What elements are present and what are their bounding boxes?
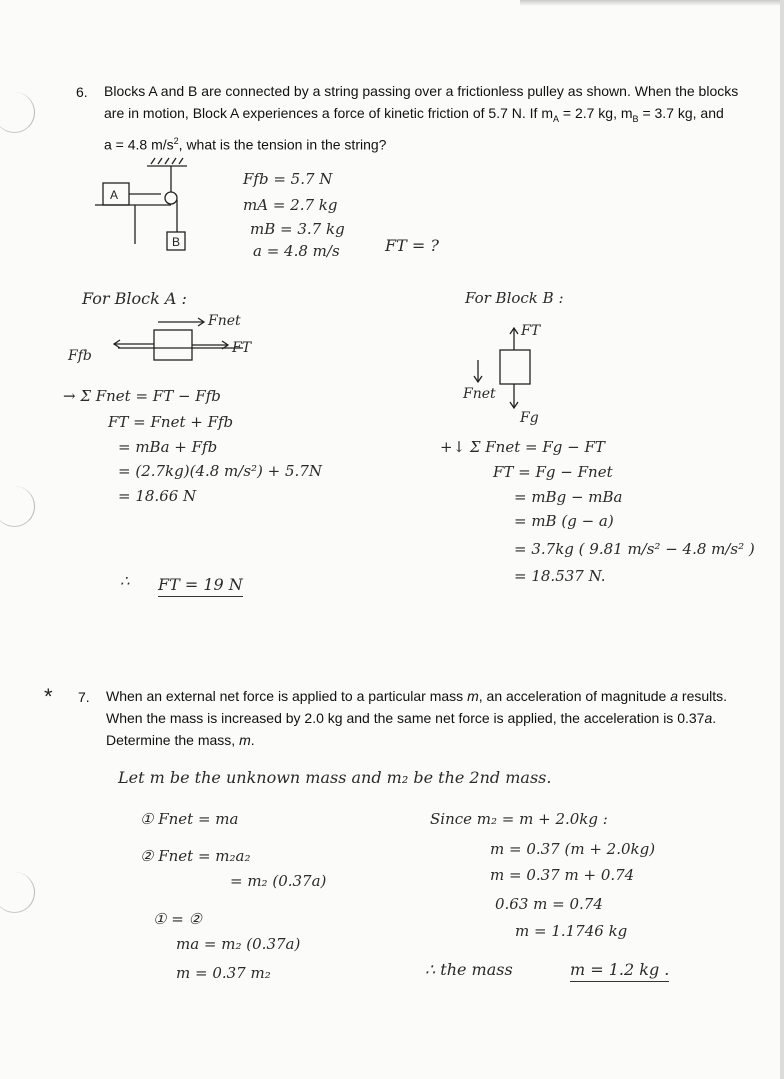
block-b-fbd-box <box>500 350 530 384</box>
block-b-step-2: FT = Fg − Fnet <box>493 463 613 481</box>
block-a-ffb-label: Ffb <box>68 348 92 364</box>
q7-left-step-6: m = 0.37 m₂ <box>176 964 271 982</box>
hole-punch-mark-bottom <box>0 872 35 913</box>
question-7-line-1: When an external net force is applied to a particular mass m, an acceleration of magnitude a results. <box>106 688 728 704</box>
block-b-fg-label: Fg <box>520 410 539 426</box>
given-mass-b: mB = 3.7 kg <box>250 220 345 238</box>
block-a-fnet-label: Fnet <box>208 313 241 329</box>
question-7-number: 7. <box>78 689 90 705</box>
given-acceleration: a = 4.8 m/s <box>253 242 340 260</box>
q7-left-step-1: ① Fnet = ma <box>140 810 239 828</box>
block-a-label: A <box>110 188 119 202</box>
block-b-label: B <box>172 235 181 249</box>
q7-left-step-3: = m₂ (0.37a) <box>230 872 327 890</box>
question-7-text <box>106 685 766 751</box>
q7-left-step-5: ma = m₂ (0.37a) <box>176 935 301 953</box>
block-a-step-4: = (2.7kg)(4.8 m/s²) + 5.7N <box>118 462 322 480</box>
block-b-heading: For Block B : <box>465 289 564 307</box>
q7-right-step-1: Since m₂ = m + 2.0kg : <box>430 810 608 828</box>
scan-edge-right <box>780 0 784 1079</box>
block-b-fnet-label: Fnet <box>463 386 496 402</box>
q7-right-step-5: m = 1.1746 kg <box>515 922 628 940</box>
q7-answer: m = 1.2 kg . <box>570 960 669 982</box>
block-b-step-5: = 3.7kg ( 9.81 m/s² − 4.8 m/s² ) <box>514 540 755 558</box>
given-friction: Ffb = 5.7 N <box>243 170 333 188</box>
block-a-answer: FT = 19 N <box>158 575 243 597</box>
block-a-heading: For Block A : <box>82 289 187 308</box>
block-b-step-1: +↓ Σ Fnet = Fg − FT <box>440 438 605 456</box>
hole-punch-mark-middle <box>0 486 35 527</box>
question-7-line-2: When the mass is increased by 2.0 kg and the same net force is applied, the acceleration is 0.37a. <box>106 710 717 726</box>
pulley-wheel <box>165 192 177 204</box>
scan-edge-shadow <box>520 0 784 6</box>
block-b-ft-label: FT <box>521 323 541 339</box>
question-7-line-3: Determine the mass, m. <box>106 732 255 748</box>
q7-right-step-4: 0.63 m = 0.74 <box>495 895 603 913</box>
q7-right-step-2: m = 0.37 (m + 2.0kg) <box>490 840 656 858</box>
q7-left-step-4: ① = ② <box>153 910 202 928</box>
block-b-step-6: = 18.537 N. <box>514 567 606 585</box>
star-mark: * <box>44 684 53 709</box>
block-a-ft-label: FT <box>232 340 252 356</box>
block-a-step-2: FT = Fnet + Ffb <box>108 413 234 431</box>
q7-answer-prefix: ∴ the mass <box>425 960 513 979</box>
block-a-fbd-box <box>154 330 192 360</box>
question-7-intro: Let m be the unknown mass and m₂ be the 2nd mass. <box>118 768 552 787</box>
block-a-therefore: ∴ <box>120 572 130 590</box>
q7-right-step-3: m = 0.37 m + 0.74 <box>490 866 635 884</box>
question-6-text <box>104 80 754 155</box>
given-mass-a: mA = 2.7 kg <box>243 196 338 214</box>
pulley-diagram <box>95 156 215 256</box>
question-6-line-3: a = 4.8 $m/s^2$, what is the tension in the string? <box>104 135 387 153</box>
block-a-step-3: = mBa + Ffb <box>118 438 218 456</box>
block-a-step-1: → Σ Fnet = FT − Ffb <box>63 387 221 405</box>
question-6-number: 6. <box>76 84 88 100</box>
question-6-line-2: are in motion, Block A experiences a force of kinetic friction of 5.7 N. If $m_A = 2.7$ kg, $m_B = 3.7$ kg, and <box>104 105 724 124</box>
q7-left-step-2: ② Fnet = m₂a₂ <box>140 847 251 865</box>
block-b-step-3: = mBg − mBa <box>514 488 623 506</box>
question-6-line-1: Blocks A and B are connected by a string passing over a frictionless pulley as shown. When the blocks <box>104 83 739 99</box>
block-a-step-5: = 18.66 N <box>118 487 197 505</box>
unknown-tension: FT = ? <box>385 236 439 255</box>
block-b-step-4: = mB (g − a) <box>514 512 614 530</box>
hole-punch-mark-top <box>0 92 35 133</box>
